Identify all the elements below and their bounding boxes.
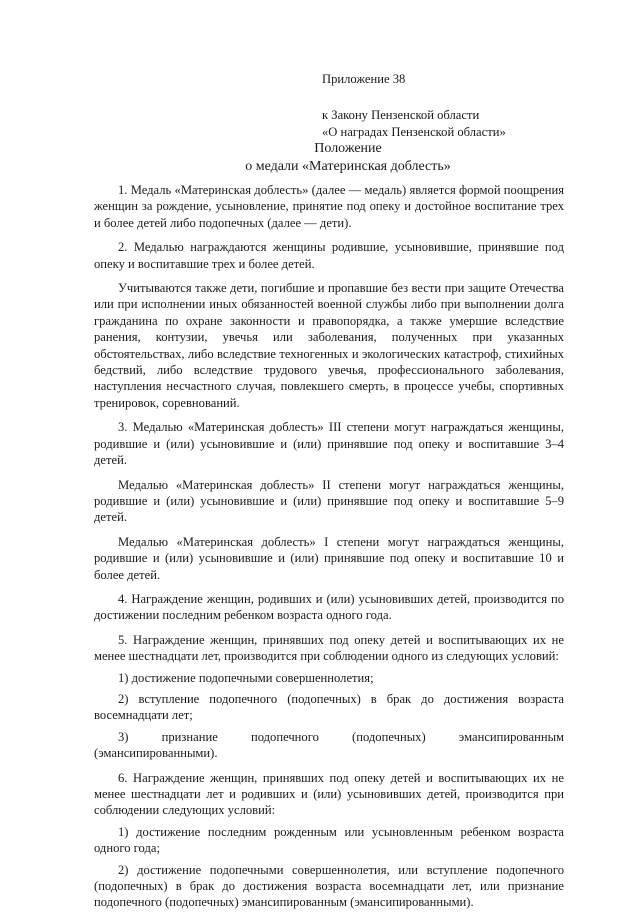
- paragraph-6-condition-1: 1) достижение последним рожденным или усыновленным ребенком возраста одного года;: [94, 824, 564, 856]
- paragraph-5-condition-2: 2) вступление подопечного (подопечных) в брак до достижения возраста восемнадцати лет;: [94, 691, 564, 723]
- paragraph-2-note: Учитываются также дети, погибшие и пропавшие без вести при защите Отечества или при исполнении иных обязанностей военной службы либо при выполнении долга гражданина по охране законности и правопорядка, а также умершие вследствие ранения, контузии, увечья или заболевания, полученных при указанных обстоятельствах, либо вследствие техногенных и экологических катастроф, стихийных бедствий, либо вследствие трудового увечья, профессионального заболевания, наступления несчастного случая, повлекшего смерть, в процессе учебы, спортивных тренировок, соревнований.: [94, 281, 564, 410]
- paragraph-5-condition-3: 3) признание подопечного (подопечных) эмансипированным (эмансипированными).: [94, 729, 564, 761]
- appendix-law-title: «О наградах Пензенской области»: [322, 124, 506, 139]
- paragraph-3: 3. Медалью «Материнская доблесть» III степени могут награждаться женщины, родившие и (или) усыновившие и (или) принявшие под опеку и воспитавшие 3–4 детей.: [94, 420, 564, 468]
- paragraph-4: 4. Награждение женщин, родивших и (или) усыновивших детей, производится по достижении последним ребенком возраста одного года.: [94, 591, 564, 623]
- document-body: [94, 182, 564, 916]
- paragraph-6-condition-2: 2) достижение подопечными совершеннолетия, или вступление подопечного (подопечных) в брак до достижения возраста восемнадцати лет, или признание подопечного (подопечных) эмансипированным (эмансипированными).: [94, 862, 564, 910]
- title-line-1: Положение: [314, 141, 382, 156]
- appendix-number: Приложение 38: [322, 72, 406, 86]
- appendix-law-reference: к Закону Пензенской области: [322, 108, 480, 123]
- paragraph-5-condition-1: 1) достижение подопечными совершеннолетия;: [118, 670, 374, 685]
- paragraph-3-degree-1: Медалью «Материнская доблесть» I степени могут награждаться женщины, родившие и (или) усыновившие и (или) принявшие под опеку и воспитавшие 10 и более детей.: [94, 534, 564, 582]
- appendix-header: [322, 71, 562, 140]
- paragraph-1: 1. Медаль «Материнская доблесть» (далее — медаль) является формой поощрения женщин за рождение, усыновление, принятие под опеку и достойное воспитание трех и более детей либо подопечных (далее — дети).: [94, 183, 564, 230]
- paragraph-5: 5. Награждение женщин, принявших под опеку детей и воспитывающих их не менее шестнадцати лет, производится при соблюдении одного из следующих условий:: [94, 632, 564, 664]
- paragraph-2: 2. Медалью награждаются женщины родившие, усыновившие, принявшие под опеку и воспитавшие трех и более детей.: [94, 240, 564, 271]
- title-line-2: о медали «Материнская доблесть»: [245, 158, 451, 174]
- paragraph-6: 6. Награждение женщин, принявших под опеку детей и воспитывающих их не менее шестнадцати лет и родивших и (или) усыновивших детей, производится при соблюдении следующих условий:: [94, 770, 564, 818]
- document-title: [0, 140, 640, 175]
- paragraph-3-degree-2: Медалью «Материнская доблесть» II степени могут награждаться женщины, родившие и (или) усыновившие и (или) принявшие под опеку и воспитавшие 5–9 детей.: [94, 477, 564, 525]
